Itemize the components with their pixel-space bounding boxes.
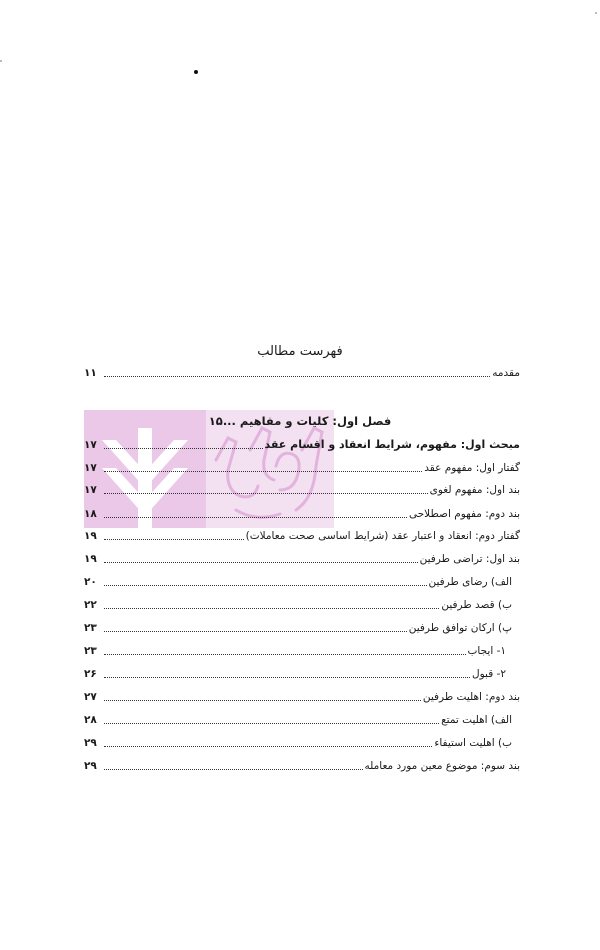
toc-page-number: ۲۳ — [84, 645, 97, 657]
dot-leader — [104, 653, 466, 655]
toc-label: الف) اهلیت تمتع — [441, 714, 512, 726]
toc-label: بند سوم: موضوع معین مورد معامله — [364, 760, 520, 772]
toc-page-number: ۲۳ — [84, 622, 97, 634]
toc-label: ۱- ایجاب — [467, 645, 506, 657]
toc-page-number: ۱۷ — [84, 439, 97, 451]
toc-label: بند اول: تراضی طرفین — [419, 553, 520, 565]
dot-leader — [104, 630, 407, 632]
toc-row[interactable] — [84, 550, 520, 566]
toc-label: مقدمه — [492, 367, 520, 379]
scan-speck — [595, 12, 597, 14]
toc-page-number: ۱۷ — [84, 484, 97, 496]
toc-label: پ) ارکان توافق طرفین — [408, 622, 512, 634]
dot-leader — [104, 607, 439, 609]
toc-page-number: ۱۱ — [84, 367, 97, 379]
toc-page-number: ۲۷ — [84, 691, 97, 703]
toc-page-number: ۲۶ — [84, 668, 97, 680]
toc-row[interactable] — [84, 505, 520, 521]
toc-label: ب) اهلیت استیفاء — [434, 737, 512, 749]
toc-row[interactable] — [84, 711, 520, 727]
dot-leader — [104, 584, 427, 586]
toc-row[interactable] — [84, 436, 520, 452]
toc-page-number: ۱۷ — [84, 462, 97, 474]
toc-row[interactable] — [84, 757, 520, 773]
toc-page-number: ۲۹ — [84, 737, 97, 749]
toc-row[interactable] — [84, 734, 520, 750]
dot-leader — [104, 516, 407, 518]
dot-leader — [104, 745, 432, 747]
dot-leader — [104, 375, 490, 377]
toc-label: الف) رضای طرفین — [428, 576, 512, 588]
toc-label: مبحث اول: مفهوم، شرایط انعقاد و اقسام عقد — [264, 438, 520, 451]
toc-label: بند دوم: مفهوم اصطلاحی — [408, 508, 520, 520]
dot-leader — [104, 699, 421, 701]
chapter-heading[interactable]: فصل اول: کلیات و مفاهیم ...۱۵ — [208, 414, 392, 428]
toc-row[interactable] — [84, 481, 520, 497]
toc-row[interactable] — [84, 573, 520, 589]
page-title: فهرست مطالب — [257, 344, 343, 359]
dot-leader — [104, 676, 470, 678]
toc-row[interactable] — [84, 665, 520, 681]
toc-row[interactable] — [84, 596, 520, 612]
toc-page-number: ۲۸ — [84, 714, 97, 726]
toc-row[interactable] — [84, 459, 520, 475]
dot-leader — [104, 722, 439, 724]
dot-leader — [104, 447, 263, 449]
toc-page-number: ۲۰ — [84, 576, 97, 588]
dot-leader — [104, 492, 428, 494]
toc-row-intro[interactable] — [84, 364, 520, 380]
toc-row[interactable] — [84, 642, 520, 658]
toc-label: بند اول: مفهوم لغوی — [429, 484, 520, 496]
toc-page-number: ۲۹ — [84, 760, 97, 772]
toc-label: ۲- قبول — [471, 668, 506, 680]
dot-leader — [104, 470, 422, 472]
toc-label: گفتار اول: مفهوم عقد — [424, 462, 520, 474]
toc-row[interactable] — [84, 619, 520, 635]
dot-leader — [104, 538, 244, 540]
toc-page-number: ۲۲ — [84, 599, 97, 611]
toc-page-number: ۱۸ — [84, 508, 97, 520]
toc-row[interactable] — [84, 688, 520, 704]
toc-page-number: ۱۹ — [84, 530, 97, 542]
scan-speck — [0, 60, 2, 62]
stray-dot-mark — [194, 70, 198, 74]
dot-leader — [104, 768, 363, 770]
toc-label: بند دوم: اهلیت طرفین — [422, 691, 520, 703]
toc-row[interactable] — [84, 527, 520, 543]
toc-label: ب) قصد طرفین — [441, 599, 512, 611]
dot-leader — [104, 561, 418, 563]
toc-label: گفتار دوم: انعقاد و اعتبار عقد (شرایط اساسی صحت معاملات) — [245, 530, 520, 542]
toc-page-number: ۱۹ — [84, 553, 97, 565]
